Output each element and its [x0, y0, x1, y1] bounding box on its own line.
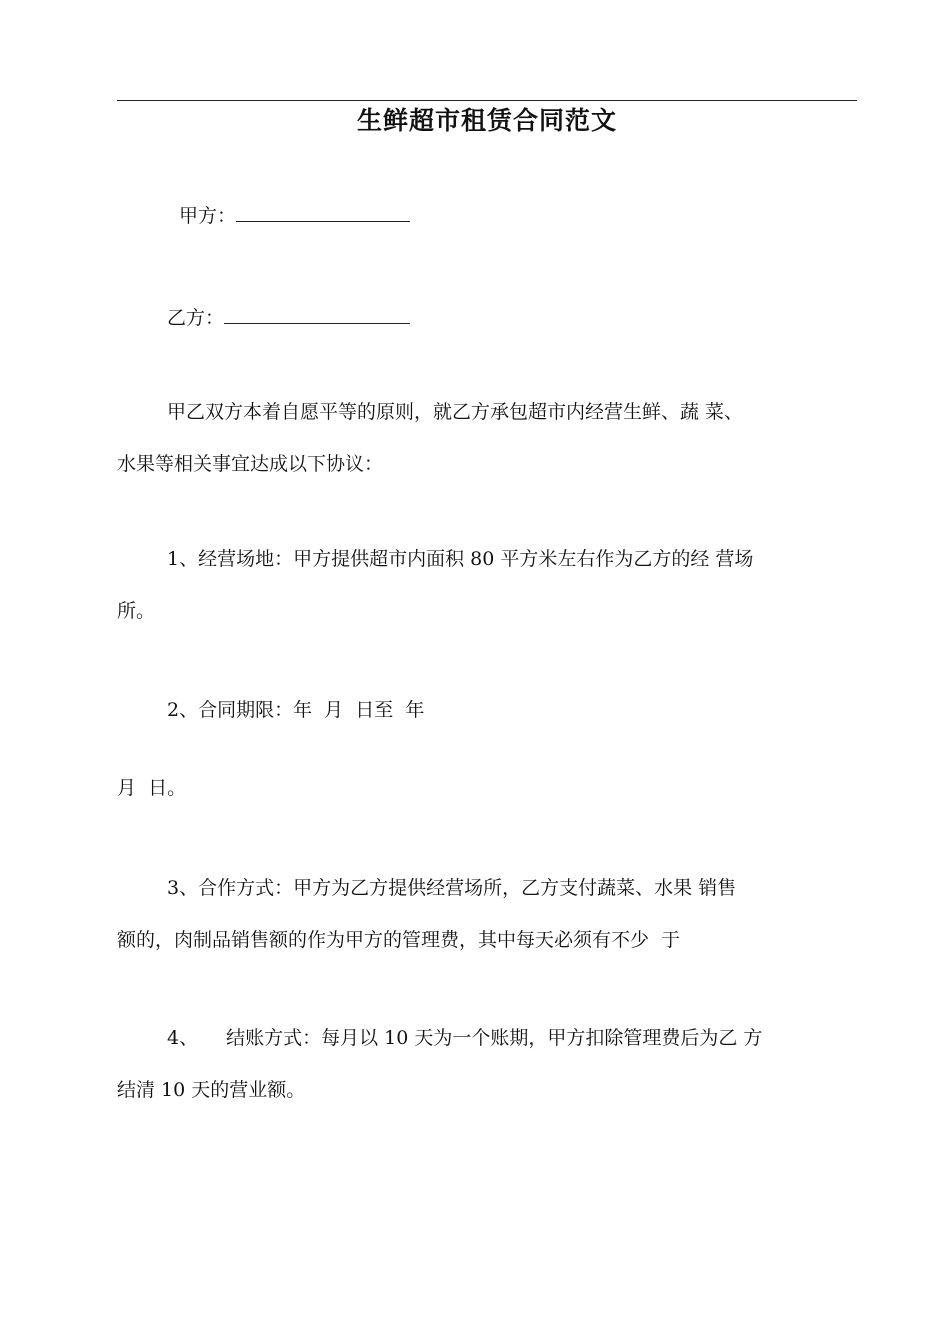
clause-2-line-1: 2、合同期限：年 月 日至 年	[167, 699, 425, 721]
party-b-line	[117, 292, 857, 344]
clause-3	[117, 862, 857, 966]
intro-line-1: 甲乙双方本着自愿平等的原则，就乙方承包超市内经营生鲜、蔬 菜、	[167, 401, 744, 423]
header-rule	[117, 100, 857, 101]
document-title: 生鲜超市租赁合同范文	[356, 106, 617, 135]
clause-1-line-1: 1、经营场地：甲方提供超市内面积 80 平方米左右作为乙方的经 营场	[167, 548, 754, 570]
intro-paragraph	[117, 386, 857, 490]
clause-4-number: 4、	[167, 1027, 199, 1049]
clause-4	[117, 1012, 857, 1116]
party-b-label: 乙方：	[167, 307, 225, 329]
party-a-line	[117, 190, 857, 242]
clause-2	[117, 684, 857, 736]
clause-3-line-1: 3、合作方式：甲方为乙方提供经营场所，乙方支付蔬菜、水果 销售	[167, 877, 737, 899]
clause-2-line-2: 月 日。	[117, 777, 187, 799]
intro-line-2: 水果等相关事宜达成以下协议：	[117, 453, 384, 475]
party-a-blank[interactable]	[236, 203, 410, 222]
clause-4-line-2: 结清 10 天的营业额。	[117, 1079, 306, 1101]
clause-1-line-2: 所。	[117, 600, 156, 622]
clause-1	[117, 533, 857, 637]
clause-3-line-2: 额的，肉制品销售额的作为甲方的管理费，其中每天必须有不少 于	[117, 929, 681, 951]
party-b-blank[interactable]	[224, 305, 410, 324]
party-a-label: 甲方：	[179, 205, 237, 227]
clause-4-line-1: 4、 结账方式：每月以 10 天为一个账期，甲方扣除管理费后为乙 方	[167, 1027, 763, 1049]
